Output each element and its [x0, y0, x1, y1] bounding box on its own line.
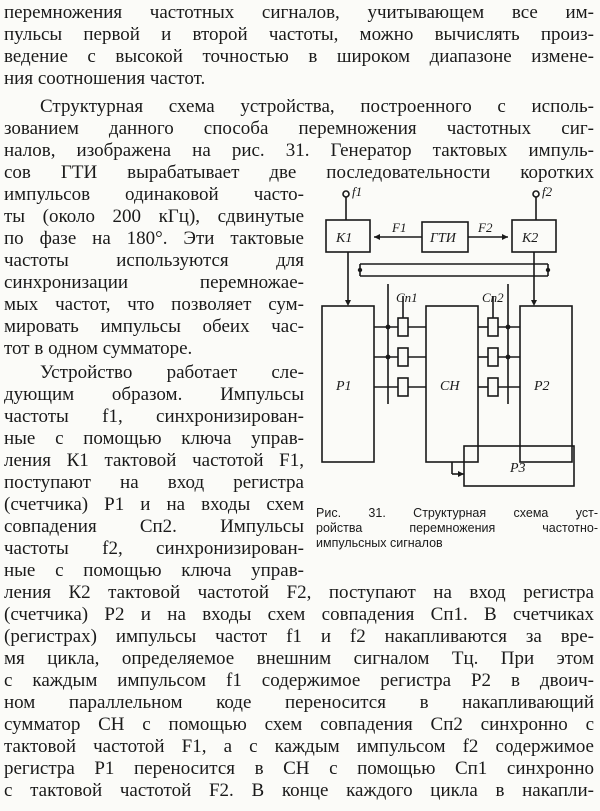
- text-line: ния соотношения частот.: [4, 68, 206, 89]
- text-line: тактовой частотой F1, а с каждым импульсом f2 содержимое: [4, 736, 594, 757]
- text-line: пульсы первой и второй частоты, можно вычислять произ-: [4, 24, 594, 45]
- gate-cn1: [398, 378, 408, 396]
- text-line: (счетчика) Р2 и на входы схем совпадения Сп1. В счетчиках: [4, 604, 594, 625]
- label-adder: СН: [440, 379, 460, 394]
- label-k1: К1: [336, 231, 353, 246]
- text-line: импульсов одинаковой часто-: [4, 184, 304, 205]
- text-line: (счетчика) Р1 и на входы схем: [4, 494, 304, 515]
- text-line: частоты f1, синхронизирован-: [4, 406, 304, 427]
- junction-dot: [386, 355, 391, 360]
- text-line: синхронизации перемножае-: [4, 272, 304, 293]
- arrow: [374, 234, 380, 240]
- junction-dot: [506, 325, 511, 330]
- text-line: ведение с высокой точностью в широком диапазоне измене-: [4, 46, 594, 67]
- text-line: перемножения частотных сигналов, учитывающем все им-: [4, 2, 594, 23]
- text-line: частоты f2, синхронизирован-: [4, 538, 304, 559]
- arrow: [531, 300, 537, 306]
- text-line: ления К1 тактовой частотой F1,: [4, 450, 304, 471]
- junction-dot: [386, 325, 391, 330]
- text-line: совпадения Сп2. Импульсы: [4, 516, 304, 537]
- text-line: Структурная схема устройства, построенного с исполь-: [40, 96, 594, 117]
- label-gate2: Сп2: [482, 290, 504, 305]
- gate-cn1: [398, 318, 408, 336]
- text-line: поступают на вход регистра: [4, 472, 304, 493]
- input-terminal-f2: [533, 191, 539, 197]
- text-line: сов ГТИ вырабатывает две последовательности коротких: [4, 162, 594, 183]
- junction-dot: [506, 355, 511, 360]
- text-line: тот в одном сумматоре.: [4, 338, 193, 359]
- label-f1: f1: [352, 184, 363, 199]
- text-line: мя цикла, определяемое внешним сигналом Тц. При этом: [4, 648, 594, 669]
- text-line: зованием данного способа перемножения частотных сиг-: [4, 118, 594, 139]
- arrow: [345, 300, 351, 306]
- input-terminal-f1: [343, 191, 349, 197]
- text-line: ты (около 200 кГц), сдвинутые: [4, 206, 304, 227]
- text-line: мировать импульсы обеих час-: [4, 316, 304, 337]
- label-k2: К2: [522, 231, 539, 246]
- text-line: дующим образом. Импульсы: [4, 384, 304, 405]
- text-line: ления К2 тактовой частотой F2, поступают на вход регистра: [4, 582, 594, 603]
- arrow: [502, 234, 508, 240]
- arrow: [458, 471, 464, 477]
- text-line: с тактовой частотой F2. В конце каждого цикла в накапли-: [4, 780, 594, 801]
- label-gate1: Сп1: [396, 290, 418, 305]
- block-diagram: [314, 184, 598, 500]
- caption-line: Рис. 31. Структурная схема уст-: [316, 506, 598, 520]
- figure-caption: [316, 506, 598, 551]
- text-line: налов, изображена на рис. 31. Генератор тактовых импуль-: [4, 140, 594, 161]
- text-line: ные с помощью ключа управ-: [4, 560, 304, 581]
- text-line: Устройство работает сле-: [40, 362, 304, 383]
- text-line: ном параллельном коде переносится в накапливающий: [4, 692, 594, 713]
- text-line: сумматор СН с помощью схем совпадения Сп2 синхронно с: [4, 714, 594, 735]
- text-line: с каждым импульсом f1 содержимое регистра Р2 в двоич-: [4, 670, 594, 691]
- text-line: мых частот, что позволяет сум-: [4, 294, 304, 315]
- label-clock2: F2: [478, 220, 493, 235]
- gate-cn2: [488, 348, 498, 366]
- text-line: регистра Р1 переносится в СН с помощью Сп1 синхронно: [4, 758, 594, 779]
- label-reg2: Р2: [534, 379, 550, 394]
- text-line: частоты используются для: [4, 250, 304, 271]
- label-f2: f2: [542, 184, 553, 199]
- caption-line: ройства перемножения частотно-: [316, 521, 598, 535]
- label-reg1: Р1: [336, 379, 352, 394]
- label-reg3: Р3: [510, 461, 526, 476]
- gate-cn2: [488, 378, 498, 396]
- text-line: ные с помощью ключа управ-: [4, 428, 304, 449]
- label-clock1: F1: [392, 220, 407, 235]
- junction-dot: [358, 268, 362, 272]
- caption-line: импульсных сигналов: [316, 536, 443, 550]
- gate-cn1: [398, 348, 408, 366]
- gate-cn2: [488, 318, 498, 336]
- text-line: (регистрах) импульсы частот f1 и f2 накапливаются за вре-: [4, 626, 594, 647]
- label-generator: ГТИ: [430, 231, 456, 246]
- junction-dot: [546, 268, 550, 272]
- text-line: по фазе на 180°. Эти тактовые: [4, 228, 304, 249]
